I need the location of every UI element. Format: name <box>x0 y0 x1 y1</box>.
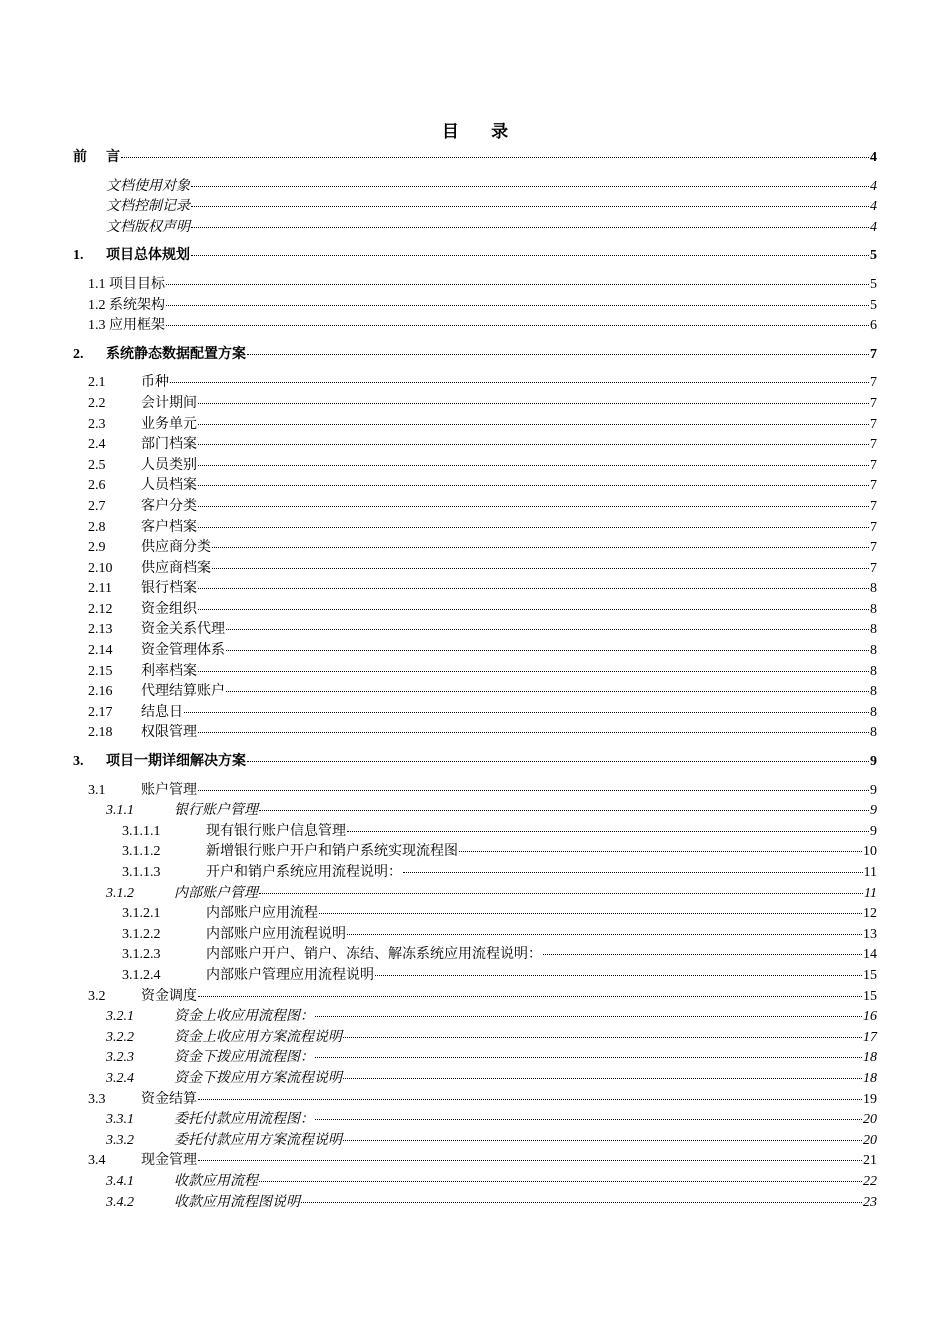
dot-leader <box>315 1015 862 1017</box>
toc-entry[interactable] <box>73 1131 877 1152</box>
dot-leader <box>198 1098 862 1100</box>
toc-entry-number: 2.8 <box>88 519 106 535</box>
toc-entry[interactable] <box>73 415 877 436</box>
toc-entry-text: 文档使用对象 <box>106 178 190 194</box>
toc-entry-page: 9 <box>870 803 877 819</box>
toc-entry[interactable] <box>73 842 877 863</box>
toc-entry-text: 结息日 <box>141 704 183 720</box>
toc-entry[interactable] <box>73 435 877 456</box>
toc-entry-text: 内部账户应用流程说明 <box>206 926 346 942</box>
toc-entry-page: 8 <box>870 684 877 700</box>
toc-entry-page: 4 <box>870 219 877 235</box>
dot-leader <box>259 809 869 811</box>
toc-entry-text: 业务单元 <box>141 416 197 432</box>
toc-entry-page: 16 <box>863 1009 877 1025</box>
dot-leader <box>247 760 869 762</box>
dot-leader <box>184 711 869 713</box>
toc-entry[interactable] <box>73 863 877 884</box>
toc-entry-number: 3.1.2.1 <box>122 906 161 922</box>
toc-entry-text: 收款应用流程 <box>174 1173 258 1189</box>
toc-entry-page: 8 <box>870 704 877 720</box>
toc-entry[interactable] <box>73 1007 877 1028</box>
toc-entry-page: 4 <box>870 178 877 194</box>
toc-entry[interactable] <box>73 781 877 802</box>
toc-entry-page: 19 <box>863 1091 877 1107</box>
toc-entry-text: 文档控制记录 <box>106 199 190 215</box>
toc-entry-page: 17 <box>863 1029 877 1045</box>
toc-entry-number: 3. <box>73 754 84 770</box>
toc-entry-text: 内部账户应用流程 <box>206 906 318 922</box>
toc-entry-number: 2.12 <box>88 601 113 617</box>
toc-entry-number: 2.10 <box>88 560 113 576</box>
toc-entry-text: 内部账户开户、销户、冻结、解冻系统应用流程说明： <box>206 947 542 963</box>
toc-entry-text: 资金上收应用流程图： <box>174 1009 314 1025</box>
dot-leader <box>198 1159 862 1161</box>
toc-entry-number: 2.5 <box>88 457 106 473</box>
toc-entry-text: 资金上收应用方案流程说明 <box>174 1029 342 1045</box>
toc-entry-page: 7 <box>870 457 877 473</box>
toc-entry-text: 部门档案 <box>141 437 197 453</box>
toc-entry-text: 代理结算账户 <box>141 684 225 700</box>
toc-entry-page: 20 <box>863 1132 877 1148</box>
toc-entry-number: 2.11 <box>88 581 112 597</box>
toc-entry-text: 内部账户管理 <box>174 885 258 901</box>
toc-entry[interactable] <box>73 1048 877 1069</box>
toc-entry-page: 5 <box>870 248 877 264</box>
dot-leader <box>301 1201 862 1203</box>
toc-entry-number: 3.2.2 <box>106 1029 134 1045</box>
toc-entry-text: 现有银行账户信息管理 <box>206 823 346 839</box>
toc-entry[interactable] <box>73 641 877 662</box>
toc-entry[interactable] <box>73 884 877 905</box>
toc-entry-page: 7 <box>870 478 877 494</box>
dot-leader <box>543 953 862 955</box>
toc-entry-text: 权限管理 <box>141 725 197 741</box>
toc-entry-number: 2.1 <box>88 375 106 391</box>
toc-entry-number: 3.1.1.2 <box>122 844 161 860</box>
toc-entry-text: 银行账户管理 <box>174 803 258 819</box>
dot-leader <box>319 912 862 914</box>
toc-entry-number: 3.1.2.3 <box>122 947 161 963</box>
toc-entry-number: 3.1.1.3 <box>122 865 161 880</box>
toc-entry-page: 4 <box>870 199 877 215</box>
toc-entry[interactable] <box>73 1028 877 1049</box>
toc-entry-number: 3.3.1 <box>106 1112 134 1128</box>
section-2-entries <box>73 373 877 744</box>
toc-entry[interactable] <box>73 682 877 703</box>
toc-entry[interactable] <box>73 662 877 683</box>
toc-entry-text: 人员档案 <box>141 478 197 494</box>
toc-entry-page: 23 <box>863 1194 877 1210</box>
toc-entry[interactable] <box>73 1110 877 1131</box>
toc-entry-text: 1.2 系统架构 <box>88 297 165 313</box>
toc-entry-number: 2.15 <box>88 663 113 679</box>
toc-entry-text: 客户档案 <box>141 519 197 535</box>
dot-leader <box>315 1056 862 1058</box>
toc-entry-text: 银行档案 <box>141 581 197 597</box>
toc-entry-page: 7 <box>870 498 877 514</box>
toc-entry[interactable] <box>73 925 877 946</box>
dot-leader <box>226 628 869 630</box>
section-1-entries <box>73 275 877 337</box>
dot-leader <box>343 1077 862 1079</box>
toc-entry-text: 资金下拨应用方案流程说明 <box>174 1070 342 1086</box>
toc-entry-number: 1. <box>73 248 84 264</box>
toc-entry-text: 开户和销户系统应用流程说明： <box>206 865 402 880</box>
toc-entry-text: 账户管理 <box>141 782 197 798</box>
dot-leader <box>191 226 869 228</box>
toc-entry-number: 2.16 <box>88 684 113 700</box>
toc-entry[interactable] <box>73 904 877 925</box>
dot-leader <box>170 381 869 383</box>
toc-entry-number: 3.1.2 <box>106 885 134 901</box>
toc-entry-number: 3.4.2 <box>106 1194 134 1210</box>
toc-entry-page: 9 <box>870 823 877 839</box>
toc-entry-page: 11 <box>864 885 877 901</box>
toc-entry-number: 2.6 <box>88 478 106 494</box>
toc-entry[interactable] <box>73 197 877 218</box>
toc-entry[interactable] <box>73 559 877 580</box>
table-of-contents <box>73 148 877 1213</box>
dot-leader <box>198 789 869 791</box>
toc-entry-page: 18 <box>863 1050 877 1066</box>
dot-leader <box>191 205 869 207</box>
toc-entry-text: 言 <box>106 150 120 165</box>
toc-entry-text: 资金下拨应用流程图： <box>174 1050 314 1066</box>
dot-leader <box>198 526 869 528</box>
dot-leader <box>198 731 869 733</box>
toc-entry-number: 3.2 <box>88 988 106 1004</box>
toc-entry[interactable] <box>73 394 877 415</box>
section-3-entries <box>73 781 877 1213</box>
toc-entry-text: 供应商档案 <box>141 560 211 576</box>
toc-title: 目 录 <box>441 122 523 141</box>
toc-entry-text: 币种 <box>141 375 169 391</box>
toc-entry[interactable] <box>73 275 877 296</box>
dot-leader <box>198 587 869 589</box>
toc-entry-page: 8 <box>870 643 877 659</box>
toc-entry-text: 客户分类 <box>141 498 197 514</box>
toc-entry-page: 9 <box>870 754 877 770</box>
dot-leader <box>198 670 869 672</box>
toc-entry-page: 10 <box>863 844 877 860</box>
toc-entry-text: 资金管理体系 <box>141 643 225 659</box>
toc-entry-page: 7 <box>870 519 877 535</box>
dot-leader <box>198 995 862 997</box>
toc-entry-number: 2.18 <box>88 725 113 741</box>
toc-entry-text: 项目一期详细解决方案 <box>106 754 246 770</box>
toc-entry-page: 4 <box>870 150 877 165</box>
toc-entry-text: 会计期间 <box>141 395 197 411</box>
toc-entry-section-2[interactable] <box>73 345 877 366</box>
dot-leader <box>198 402 869 404</box>
toc-entry[interactable] <box>73 177 877 198</box>
toc-entry-text: 1.1 项目目标 <box>88 276 165 292</box>
dot-leader <box>198 608 869 610</box>
dot-leader <box>198 484 869 486</box>
dot-leader <box>226 649 869 651</box>
toc-entry[interactable] <box>73 538 877 559</box>
toc-entry-text: 资金组织 <box>141 601 197 617</box>
toc-entry[interactable] <box>73 1193 877 1214</box>
toc-entry[interactable] <box>73 579 877 600</box>
dot-leader <box>198 464 869 466</box>
toc-entry[interactable] <box>73 801 877 822</box>
toc-entry-page: 8 <box>870 601 877 617</box>
toc-entry-section-1[interactable] <box>73 246 877 267</box>
toc-entry[interactable] <box>73 600 877 621</box>
toc-entry-text: 资金关系代理 <box>141 622 225 638</box>
toc-entry[interactable] <box>73 296 877 317</box>
dot-leader <box>166 304 869 306</box>
toc-entry-text: 供应商分类 <box>141 540 211 556</box>
toc-entry-number: 3.3.2 <box>106 1132 134 1148</box>
toc-entry-page: 20 <box>863 1112 877 1128</box>
dot-leader <box>198 423 869 425</box>
toc-entry-preface[interactable] <box>73 148 877 169</box>
toc-entry-text: 内部账户管理应用流程说明 <box>206 967 374 983</box>
toc-entry-number: 3.1 <box>88 782 106 798</box>
toc-entry-page: 7 <box>870 346 877 362</box>
toc-entry[interactable] <box>73 1090 877 1111</box>
toc-entry-number: 2. <box>73 346 84 362</box>
toc-entry-page: 7 <box>870 437 877 453</box>
dot-leader <box>315 1118 862 1120</box>
toc-entry-number: 3.4.1 <box>106 1173 134 1189</box>
dot-leader <box>247 353 869 355</box>
toc-entry[interactable] <box>73 476 877 497</box>
toc-entry-text: 收款应用流程图说明 <box>174 1194 300 1210</box>
toc-entry-page: 18 <box>863 1070 877 1086</box>
preface-entries <box>73 177 877 239</box>
dot-leader <box>166 283 869 285</box>
toc-entry-page: 7 <box>870 416 877 432</box>
toc-entry-number: 2.7 <box>88 498 106 514</box>
toc-entry[interactable] <box>73 966 877 987</box>
toc-entry-text: 委托付款应用流程图： <box>174 1112 314 1128</box>
toc-entry-number: 3.2.1 <box>106 1009 134 1025</box>
dot-leader <box>191 185 869 187</box>
toc-entry-page: 15 <box>863 988 877 1004</box>
dot-leader <box>198 505 869 507</box>
dot-leader <box>166 324 869 326</box>
toc-entry-text: 利率档案 <box>141 663 197 679</box>
toc-entry-number: 3.1.1 <box>106 803 134 819</box>
toc-entry[interactable] <box>73 822 877 843</box>
toc-entry[interactable] <box>73 1069 877 1090</box>
toc-entry-section-3[interactable] <box>73 752 877 773</box>
toc-entry-page: 7 <box>870 560 877 576</box>
toc-entry-page: 9 <box>870 782 877 798</box>
toc-entry[interactable] <box>73 703 877 724</box>
dot-leader <box>259 892 863 894</box>
toc-entry-number: 3.1.1.1 <box>122 823 161 839</box>
toc-entry-number: 2.2 <box>88 395 106 411</box>
dot-leader <box>343 1036 862 1038</box>
toc-entry-page: 22 <box>863 1173 877 1189</box>
toc-entry-text: 系统静态数据配置方案 <box>106 346 246 362</box>
toc-entry-page: 8 <box>870 622 877 638</box>
dot-leader <box>259 1180 862 1182</box>
dot-leader <box>459 850 862 852</box>
toc-entry-page: 11 <box>863 865 877 880</box>
toc-entry-number: 3.4 <box>88 1153 106 1169</box>
toc-entry[interactable] <box>73 620 877 641</box>
toc-entry-text: 现金管理 <box>141 1153 197 1169</box>
toc-entry[interactable] <box>73 987 877 1008</box>
toc-entry[interactable] <box>73 456 877 477</box>
dot-leader <box>226 690 869 692</box>
toc-entry-page: 7 <box>870 375 877 391</box>
dot-leader <box>212 567 869 569</box>
toc-entry-number: 3.1.2.4 <box>122 967 161 983</box>
toc-entry-page: 15 <box>863 967 877 983</box>
toc-entry-number: 前 <box>73 150 87 165</box>
toc-entry-page: 13 <box>863 926 877 942</box>
toc-entry-page: 21 <box>863 1153 877 1169</box>
dot-leader <box>343 1139 862 1141</box>
toc-entry-number: 2.9 <box>88 540 106 556</box>
toc-entry-number: 3.1.2.2 <box>122 926 161 942</box>
toc-entry-page: 5 <box>870 276 877 292</box>
toc-entry-number: 2.3 <box>88 416 106 432</box>
toc-entry-page: 12 <box>863 906 877 922</box>
toc-entry[interactable] <box>73 723 877 744</box>
dot-leader <box>121 156 869 158</box>
dot-leader <box>198 443 869 445</box>
toc-entry-number: 3.2.3 <box>106 1050 134 1066</box>
toc-entry[interactable] <box>73 316 877 337</box>
toc-entry[interactable] <box>73 1172 877 1193</box>
toc-entry[interactable] <box>73 1151 877 1172</box>
toc-entry-number: 2.4 <box>88 437 106 453</box>
toc-entry-page: 7 <box>870 540 877 556</box>
toc-entry-text: 人员类别 <box>141 457 197 473</box>
toc-entry-page: 7 <box>870 395 877 411</box>
toc-entry-number: 3.2.4 <box>106 1070 134 1086</box>
toc-entry-number: 2.17 <box>88 704 113 720</box>
toc-entry-text: 1.3 应用框架 <box>88 318 165 334</box>
dot-leader <box>347 830 869 832</box>
toc-entry-text: 新增银行账户开户和销户系统实现流程图 <box>206 844 458 860</box>
toc-entry-number: 3.3 <box>88 1091 106 1107</box>
toc-entry-text: 项目总体规划 <box>106 248 190 264</box>
dot-leader <box>347 933 862 935</box>
dot-leader <box>375 974 862 976</box>
toc-entry-page: 8 <box>870 725 877 741</box>
toc-entry-number: 2.14 <box>88 643 113 659</box>
toc-entry[interactable] <box>73 218 877 239</box>
toc-entry[interactable] <box>73 518 877 539</box>
dot-leader <box>212 546 869 548</box>
toc-entry[interactable] <box>73 497 877 518</box>
toc-entry-page: 6 <box>870 318 877 334</box>
toc-entry-page: 5 <box>870 297 877 313</box>
dot-leader <box>191 254 869 256</box>
dot-leader <box>403 871 863 873</box>
toc-entry-number: 2.13 <box>88 622 113 638</box>
toc-entry[interactable] <box>73 945 877 966</box>
toc-entry-page: 8 <box>870 581 877 597</box>
toc-entry-page: 8 <box>870 663 877 679</box>
toc-entry-page: 14 <box>863 947 877 963</box>
toc-entry-text: 资金调度 <box>141 988 197 1004</box>
toc-entry-text: 资金结算 <box>141 1091 197 1107</box>
toc-entry-text: 文档版权声明 <box>106 219 190 235</box>
toc-entry-text: 委托付款应用方案流程说明 <box>174 1132 342 1148</box>
toc-entry[interactable] <box>73 373 877 394</box>
